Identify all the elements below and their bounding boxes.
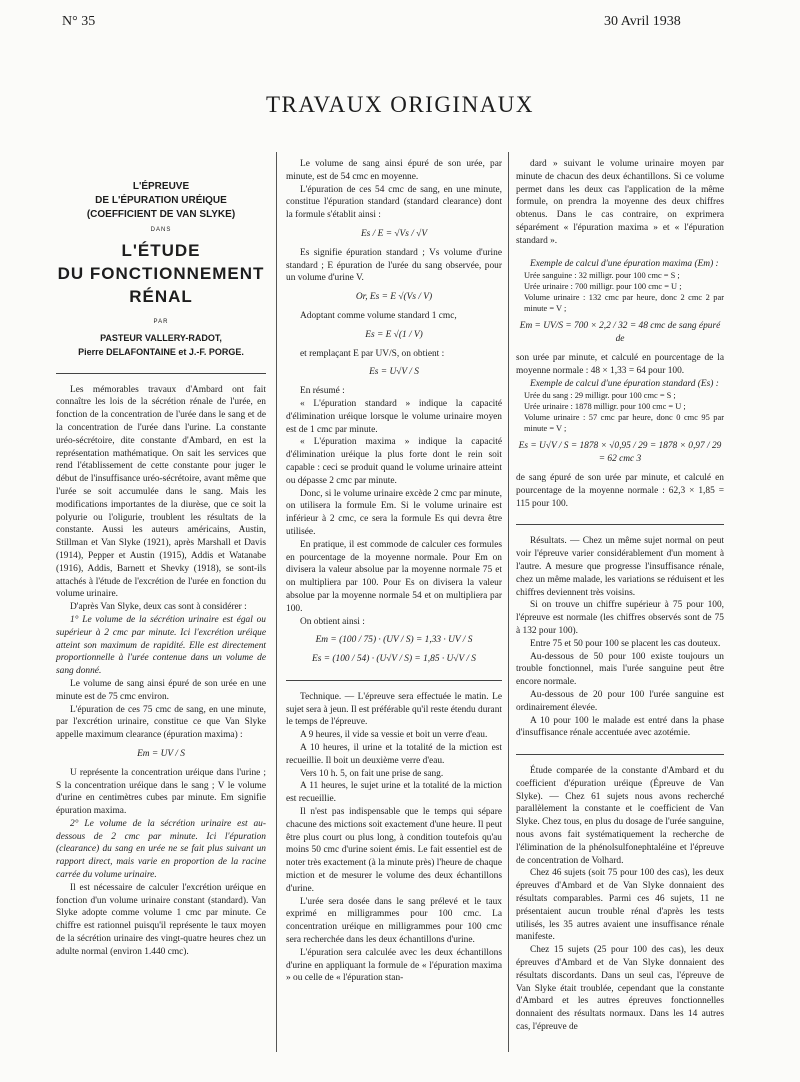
column-1 bbox=[56, 180, 266, 959]
paragraph: Es signifie épuration standard ; Vs volume d'urine standard ; E épuration de l'urée du sang observée, pour un volume d'urine V. bbox=[286, 247, 502, 284]
formula-em: Em = UV / S bbox=[137, 748, 185, 759]
paragraph: Au-dessous de 20 pour 100 l'urée sanguine est ordinairement élevée. bbox=[516, 689, 724, 713]
formula-es-standard: Es = E √(1 / V) bbox=[365, 329, 423, 340]
paragraph: En pratique, il est commode de calculer ces formules en pourcentage de la moyenne normale. Pour Em on divisera la valeur absolue par la moyenne normale 75 et on multipliera par 100. Pour Es on divisera la valeur absolue par la moyenne normale 54 et on multipliera par 100. bbox=[286, 539, 502, 614]
paragraph: Vers 10 h. 5, on fait une prise de sang. bbox=[300, 768, 444, 779]
paragraph: A 9 heures, il vide sa vessie et boit un verre d'eau. bbox=[300, 730, 488, 741]
formula-es-root: Or, Es = E √(Vs / V) bbox=[355, 292, 433, 303]
paragraph: et remplaçant E par UV/S, on obtient : bbox=[300, 348, 445, 359]
paragraph: A 11 heures, le sujet urine et la totalité de la miction est recueillie. bbox=[286, 781, 502, 805]
paragraph: Entre 75 et 50 pour 100 se placent les cas douteux. bbox=[530, 638, 721, 649]
formula-percent-es: Es = (100 / 54) · (U√V / S) = 1,85 · U√V / S bbox=[312, 654, 476, 665]
paragraph: 1° Le volume de la sécrétion urinaire est égal ou supérieur à 2 cmc par minute. Ici l'excrétion uréique atteint son maximum de rapidité. Elle est directement proportionnelle à l'urée contenue dans un volume de sang donné. bbox=[56, 614, 266, 677]
paragraph: Il n'est pas indispensable que le temps qui sépare chacune des mictions soit exactement d'une heure. Il peut être plus court ou plus long, à condition toutefois qu'au moins 50 cmc d'urine soient émis. Le fait essentiel est de noter très exactement (à la minute près) l'heure de chaque miction et de mesurer le volume des deux échantillons d'urine. bbox=[286, 807, 502, 894]
article-subtitle: (COEFFICIENT DE VAN SLYKE) bbox=[86, 209, 236, 220]
paragraph: « L'épuration standard » indique la capacité d'élimination uréique lorsque le volume urinaire moyen est de 1 cmc par minute. bbox=[286, 398, 502, 435]
paragraph: Donc, si le volume urinaire excède 2 cmc par minute, on utilisera la formule Em. Si le volume urinaire est inférieur à 2 cmc, ce sera la formule Es qui devra être utilisée. bbox=[286, 488, 502, 537]
column-rule bbox=[508, 152, 509, 1052]
issue-number: N° 35 bbox=[62, 14, 96, 29]
column-3 bbox=[516, 158, 724, 1034]
divider bbox=[516, 524, 724, 525]
example-line: Urée urinaire : 1878 milligr. pour 100 cmc = U ; bbox=[524, 402, 686, 412]
paragraph: On obtient ainsi : bbox=[300, 616, 365, 627]
article-title: DU FONCTIONNEMENT bbox=[57, 263, 265, 283]
section-title: TRAVAUX ORIGINAUX bbox=[265, 92, 535, 117]
article-title: RÉNAL bbox=[129, 286, 193, 306]
paragraph: Si on trouve un chiffre supérieur à 75 pour 100, l'épreuve est normale (les chiffres observés sont de 75 à 132 pour 100). bbox=[516, 600, 724, 636]
paragraph: L'urée sera dosée dans le sang prélevé et le taux exprimé en milligrammes pour 100 cmc. La concentration uréique en milligrammes pour 100 cmc sera recherchée dans les deux échantillons d'urine. bbox=[286, 896, 502, 946]
paragraph: En résumé : bbox=[300, 386, 345, 397]
divider bbox=[286, 680, 502, 681]
paragraph: « L'épuration maxima » indique la capacité d'élimination uréique la plus forte dont le rein soit capable : ceci se produit quand le volume urinaire atteint ou dépasse 2 cmc par minute. bbox=[286, 437, 502, 486]
example-line: Urée sanguine : 32 milligr. pour 100 cmc = S ; bbox=[524, 271, 680, 281]
example-formula: Es = U√V / S = 1878 × √0,95 / 29 = 1878 × 0,97 / 29 = 62 cmc 3 bbox=[518, 441, 722, 465]
issue-date: 30 Avril 1938 bbox=[604, 14, 681, 29]
paragraph: Les mémorables travaux d'Ambard ont fait connaître les lois de la sécrétion rénale de l'urée, en fonction de la concentration de l'urée dans le sang et de la concentration de l'urée dans l'urine. La constante uréo-sécrétoire, dite constante d'Ambard, en est la représentation mathématique. On sait les services que rend l'établissement de cette constante pour juger le début de l'insuffisance uréo-sécrétoire, avant même que l'urée se soit accumulée dans le sang. Mais les modifications importantes de la diurèse, que ce soit la polyurie ou l'oligurie, troublent les résultats de la constante. Aussi les auteurs américains, Austin, Stillman et Van Slyke (1921), après Marshall et Davis (1914), Pepper et Austin (1915), Addis et Watanabe (1916), Addis, Barnett et Shevky (1918), se sont-ils attachés à l'étude de l'excrétion de l'urée en fonction du volume urinaire. bbox=[56, 384, 266, 600]
column-rule bbox=[276, 152, 277, 1052]
example-title: Exemple de calcul d'une épuration maxima (Em) : bbox=[530, 258, 719, 269]
article-subtitle: L'ÉPREUVE bbox=[132, 181, 190, 192]
column-2 bbox=[286, 158, 502, 985]
article-subtitle: DE L'ÉPURATION URÉIQUE bbox=[95, 195, 227, 206]
example-line: Volume urinaire : 57 cmc par heure, donc 0 cmc 95 par minute = V ; bbox=[524, 413, 724, 434]
example-line: Urée urinaire : 700 milligr. pour 100 cmc = U ; bbox=[524, 282, 682, 292]
formula-es-final: Es = U√V / S bbox=[369, 367, 419, 378]
example-line: Urée du sang : 29 milligr. pour 100 cmc = S ; bbox=[524, 391, 676, 401]
divider bbox=[56, 373, 266, 374]
paragraph: dard » suivant le volume urinaire moyen par minute de chacun des deux échantillons. Si ce volume permet dans les deux cas l'application de la même formule, on prendra la moyenne des deux chiffres obtenus. Dans le cas contraire, on exprimera séparément « l'épuration maxima » et « l'épuration standard ». bbox=[516, 159, 724, 246]
paragraph: Technique. — L'épreuve sera effectuée le matin. Le sujet sera à jeun. Il est préférable qu'il reste étendu durant le temps de l'épreuve. bbox=[286, 691, 502, 728]
paragraph: L'épuration sera calculée avec les deux échantillons d'urine en appliquant la formule de « l'épuration maxima » ou celle de « l'épuration stan- bbox=[286, 947, 502, 984]
paragraph: de sang épuré de son urée par minute, et calculé en pourcentage de la moyenne normale : 62,3 × 1,85 = 115 pour 100. bbox=[516, 472, 724, 509]
paragraph: Chez 46 sujets (soit 75 pour 100 des cas), les deux épreuves d'Ambard et de Van Slyke donnaient des résultats comparables. Parmi ces 46 sujets, 11 ne présentaient aucun trouble rénal d'après les tests utilisés, les 35 autres avaient une insuffisance rénale manifeste. bbox=[516, 868, 724, 943]
paragraph: Résultats. — Chez un même sujet normal on peut voir l'épreuve varier considérablement d'un moment à l'autre. A mesure que progresse l'insuffisance rénale, chez un même malade, les variations se réduisent et les chiffres deviennent très voisins. bbox=[516, 536, 724, 598]
divider bbox=[516, 754, 724, 755]
paragraph: son urée par minute, et calculé en pourcentage de la moyenne normale : 48 × 1,33 = 64 pour 100. bbox=[516, 352, 724, 376]
paragraph: A 10 pour 100 le malade est entré dans la phase d'insuffisance rénale accentuée avec azotémie. bbox=[516, 715, 724, 739]
paragraph: Au-dessous de 50 pour 100 existe toujours un trouble fonctionnel, mais l'urée sanguine peut être encore normale. bbox=[516, 651, 724, 688]
article-title: L'ÉTUDE bbox=[121, 240, 201, 260]
article-author: Pierre DELAFONTAINE et J.-F. PORGE. bbox=[78, 346, 244, 357]
paragraph: U représente la concentration uréique dans l'urine ; S la concentration uréique dans le sang ; V le volume d'urine en centimètres cubes par minute. Em signifie épuration maxima. bbox=[56, 767, 266, 817]
paragraph: L'épuration de ces 75 cmc de sang, en une minute, par l'excrétion urinaire, constitue ce que Van Slyke appelle maximum clearance (épuration maxima) : bbox=[56, 704, 266, 741]
paragraph: A 10 heures, il urine et la totalité de la miction est recueillie. Il boit un deuxième verre d'eau. bbox=[286, 743, 502, 766]
formula-es-ratio: Es / E = √Vs / √V bbox=[360, 228, 428, 239]
article-dans: DANS bbox=[150, 227, 172, 233]
article-par: PAR bbox=[153, 318, 169, 325]
example-line: Volume urinaire : 132 cmc par heure, donc 2 cmc 2 par minute = V ; bbox=[524, 293, 724, 314]
paragraph: Étude comparée de la constante d'Ambard et du coefficient d'épuration uréique (Épreuve de Van Slyke). — Chez 61 sujets nous avons recherché parallèlement la constante et le coefficient de Van Slyke. Chez tous, en plus du dosage de l'urée sanguine, nous avons fait systématiquement la recherche de l'élimination de la phénolsulfonephtaléine et l'épreuve de concentration de Volhard. bbox=[516, 766, 724, 866]
paragraph: Le volume de sang ainsi épuré de son urée, par minute, est de 54 cmc en moyenne. bbox=[286, 159, 502, 182]
paragraph: Chez 15 sujets (25 pour 100 des cas), les deux épreuves d'Ambard et de Van Slyke donnaient des résultats discordants. Dans un seul cas, l'épreuve de Van Slyke était troublée, cependant que la constante d'Ambard et les autres épreuves fonctionnelles donnaient des résultats normaux. Dans les 14 autres cas, l'épreuve de bbox=[516, 945, 724, 1033]
formula-percent-em: Em = (100 / 75) · (UV / S) = 1,33 · UV / S bbox=[315, 635, 473, 646]
paragraph: L'épuration de ces 54 cmc de sang, en une minute, constitue l'épuration standard (standard clearance) dont la formule s'établit ainsi : bbox=[286, 184, 502, 221]
paragraph: Le volume de sang ainsi épuré de son urée en une minute est de 75 cmc environ. bbox=[56, 678, 266, 702]
example-formula: Em = UV/S = 700 × 2,2 / 32 = 48 cmc de sang épuré de bbox=[519, 321, 721, 345]
example-title: Exemple de calcul d'une épuration standard (Es) : bbox=[530, 378, 719, 389]
paragraph: Adoptant comme volume standard 1 cmc, bbox=[300, 310, 457, 321]
article-author: PASTEUR VALLERY-RADOT, bbox=[100, 332, 222, 343]
paragraph: 2° Le volume de la sécrétion urinaire est au-dessous de 2 cmc par minute. Ici l'épuration (clearance) du sang en urée ne se fait plus suivant un rapport direct, mais varie en proportion de la racine carrée du volume urinaire. bbox=[56, 818, 266, 881]
paragraph: Il est nécessaire de calculer l'excrétion uréique en fonction d'un volume urinaire constant (standard). Van Slyke adopte comme volume 1 cmc par minute. Ce chiffre est rationnel puisqu'il représente le taux moyen de la sécrétion urinaire des vingt-quatre heures chez un adulte normal (environ 1.440 cmc). bbox=[56, 882, 266, 957]
paragraph: D'après Van Slyke, deux cas sont à considérer : bbox=[70, 602, 247, 613]
